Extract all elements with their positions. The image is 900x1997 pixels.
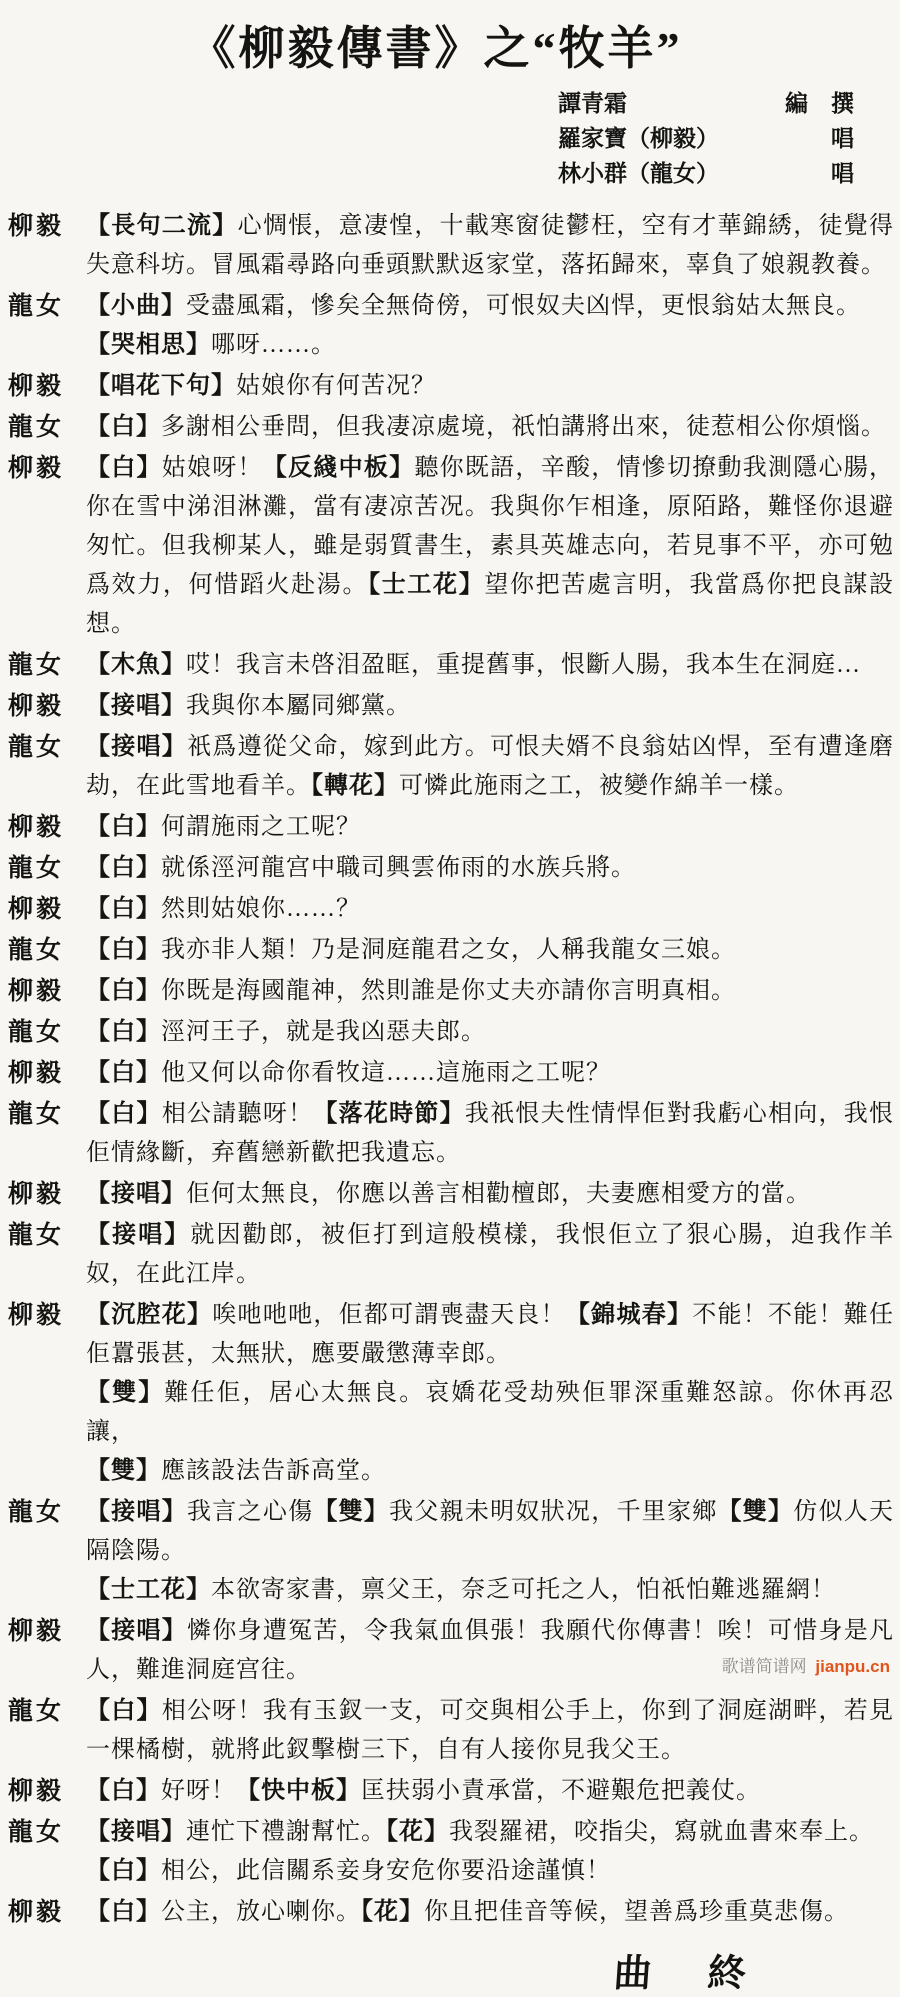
dialogue-paragraph: 【白】相公呀！我有玉釵一支，可交與相公手上，你到了洞庭湖畔，若見一棵橘樹，就將此釵擊樹三下，自有人接你見我父王。 bbox=[86, 1698, 895, 1763]
dialogue-entry bbox=[8, 1054, 894, 1093]
credit-row bbox=[558, 156, 854, 191]
dialogue-lines bbox=[86, 367, 894, 406]
dialogue-lines bbox=[86, 1893, 894, 1932]
dialogue-entry bbox=[8, 1772, 894, 1811]
dialogue-lines bbox=[86, 408, 894, 447]
credit-role: 唱 bbox=[831, 126, 854, 151]
dialogue-lines bbox=[86, 1013, 894, 1052]
dialogue-entry bbox=[8, 931, 894, 970]
dialogue-entry bbox=[8, 728, 894, 806]
speaker-label: 龍女 bbox=[8, 937, 65, 964]
dialogue-lines bbox=[86, 1493, 894, 1610]
dialogue-paragraph: 【接唱】祇爲遵從父命，嫁到此方。可恨夫婿不良翁姑凶悍，至有遭逢磨劫，在此雪地看羊。【轉花】可憐此施雨之工，被變作綿羊一樣。 bbox=[86, 734, 895, 799]
dialogue-lines bbox=[86, 287, 894, 365]
dialogue-entry bbox=[8, 207, 894, 285]
credit-role: 編 撰 bbox=[785, 91, 854, 116]
dialogue-lines bbox=[86, 207, 894, 285]
dialogue-paragraph: 【唱花下句】姑娘你有何苦况？ bbox=[86, 373, 436, 399]
dialogue-entry bbox=[8, 1692, 894, 1770]
dialogue-entry bbox=[8, 1013, 894, 1052]
dialogue-entry bbox=[8, 1095, 894, 1173]
dialogue-entry bbox=[8, 646, 894, 685]
credit-name: 羅家寶（柳毅） bbox=[558, 126, 719, 151]
dialogue-paragraph: 【哭相思】哪呀……。 bbox=[86, 332, 336, 358]
dialogue-paragraph: 【雙】難任佢，居心太無良。哀嬌花受劫殃佢罪深重難怒諒。你休再忍讓， bbox=[86, 1380, 895, 1445]
speaker-label: 龍女 bbox=[8, 1819, 65, 1846]
credit-row bbox=[558, 86, 854, 121]
speaker-label: 柳毅 bbox=[8, 1778, 65, 1805]
speaker-label: 龍女 bbox=[8, 293, 65, 320]
dialogue-lines bbox=[86, 646, 894, 685]
speaker-label: 柳毅 bbox=[8, 455, 65, 482]
speaker-label: 龍女 bbox=[8, 414, 65, 441]
dialogue-paragraph: 【白】相公，此信關系妾身安危你要沿途謹慎！ bbox=[86, 1858, 611, 1884]
dialogue-paragraph: 【接唱】我言之心傷【雙】我父親未明奴狀况，千里家鄉【雙】仿似人天隔陰陽。 bbox=[86, 1499, 895, 1564]
speaker-label: 龍女 bbox=[8, 1698, 65, 1725]
dialogue-lines bbox=[86, 890, 894, 929]
dialogue-lines bbox=[86, 449, 894, 644]
dialogue-entry bbox=[8, 449, 894, 644]
dialogue-entry bbox=[8, 1813, 894, 1891]
dialogue-paragraph: 【白】涇河王子，就是我凶惡夫郎。 bbox=[86, 1019, 486, 1045]
dialogue-paragraph: 【白】多謝相公垂問，但我凄凉處境，祇怕講將出來，徒惹相公你煩惱。 bbox=[86, 414, 886, 440]
dialogue-lines bbox=[86, 687, 894, 726]
dialogue-lines bbox=[86, 728, 894, 806]
speaker-label: 柳毅 bbox=[8, 373, 65, 400]
dialogue-paragraph: 【白】公主，放心喇你。【花】你且把佳音等候，望善爲珍重莫悲傷。 bbox=[86, 1899, 849, 1925]
dialogue-entry bbox=[8, 890, 894, 929]
speaker-label: 柳毅 bbox=[8, 213, 65, 240]
watermark bbox=[722, 1652, 890, 1677]
dialogue-lines bbox=[86, 1772, 894, 1811]
dialogue-paragraph: 【接唱】連忙下禮謝幫忙。【花】我裂羅裙，咬指尖，寫就血書來奉上。 bbox=[86, 1819, 874, 1845]
speaker-label: 柳毅 bbox=[8, 814, 65, 841]
dialogue-lines bbox=[86, 1095, 894, 1173]
dialogue-paragraph: 【木魚】哎！我言未啓泪盈眶，重提舊事，恨斷人腸，我本生在洞庭… bbox=[86, 652, 861, 678]
credit-row bbox=[558, 121, 854, 156]
dialogue-paragraph: 【沉腔花】唉吔吔吔，佢都可謂喪盡天良！【錦城春】不能！不能！難任佢囂張甚，太無狀，應要嚴懲薄幸郎。 bbox=[86, 1302, 895, 1367]
speaker-label: 龍女 bbox=[8, 855, 65, 882]
dialogue-lines bbox=[86, 1813, 894, 1891]
dialogue-paragraph: 【白】姑娘呀！【反綫中板】聽你既語，辛酸，情慘切撩動我測隱心腸，你在雪中涕泪淋灘，當有凄凉苦况。我與你乍相逢，原陌路，難怪你退避匆忙。但我柳某人，雖是弱質書生，素具英雄志向，若見事不平，亦可勉爲效力，何惜蹈火赴湯。【士工花】望你把苦處言明，我當爲你把良謀設想。 bbox=[86, 455, 895, 637]
speaker-label: 柳毅 bbox=[8, 1060, 65, 1087]
dialogue-entry bbox=[8, 367, 894, 406]
dialogue-paragraph: 【白】然則姑娘你……？ bbox=[86, 896, 361, 922]
dialogue-paragraph: 【士工花】本欲寄家書，禀父王，奈乏可托之人，怕祇怕難逃羅網！ bbox=[86, 1577, 836, 1603]
watermark-domain: jianpu.cn bbox=[815, 1657, 890, 1676]
dialogue-paragraph: 【小曲】受盡風霜，慘矣全無倚傍，可恨奴夫凶悍，更恨翁姑太無良。 bbox=[86, 293, 861, 319]
end-mark: 曲終 bbox=[612, 1953, 804, 1995]
speaker-label: 柳毅 bbox=[8, 1302, 65, 1329]
credit-role: 唱 bbox=[831, 161, 854, 186]
speaker-label: 柳毅 bbox=[8, 896, 65, 923]
dialogue-entry bbox=[8, 408, 894, 447]
dialogue-lines bbox=[86, 1054, 894, 1093]
speaker-label: 龍女 bbox=[8, 1499, 65, 1526]
dialogue-paragraph: 【白】好呀！【快中板】匡扶弱小責承當，不避艱危把義仗。 bbox=[86, 1778, 761, 1804]
speaker-label: 龍女 bbox=[8, 734, 65, 761]
dialogue-paragraph: 【接唱】我與你本屬同鄉黨。 bbox=[86, 693, 411, 719]
dialogue-paragraph: 【白】他又何以命你看牧這……這施雨之工呢？ bbox=[86, 1060, 611, 1086]
speaker-label: 柳毅 bbox=[8, 1899, 65, 1926]
dialogue-lines bbox=[86, 1175, 894, 1214]
dialogue-paragraph: 【接唱】佢何太無良，你應以善言相勸檀郎，夫妻應相愛方的當。 bbox=[86, 1181, 811, 1207]
dialogue-paragraph: 【雙】應該設法告訴高堂。 bbox=[86, 1458, 386, 1484]
credits-block bbox=[558, 86, 854, 191]
dialogue-entry bbox=[8, 1175, 894, 1214]
dialogue-entry bbox=[8, 1893, 894, 1932]
dialogue-paragraph: 【白】相公請聽呀！【落花時節】我祇恨夫性情悍佢對我虧心相向，我恨佢情緣斷，弃舊戀新歡把我遺忘。 bbox=[86, 1101, 895, 1166]
dialogue-paragraph: 【白】你既是海國龍神，然則誰是你丈夫亦請你言明真相。 bbox=[86, 978, 736, 1004]
dialogue-entry bbox=[8, 687, 894, 726]
dialogue-entry bbox=[8, 1216, 894, 1294]
watermark-site-name: 歌谱简谱网 bbox=[721, 1657, 807, 1676]
dialogue-lines bbox=[86, 1612, 894, 1690]
credit-name: 林小群（龍女） bbox=[558, 161, 719, 186]
speaker-label: 柳毅 bbox=[8, 1181, 65, 1208]
dialogue-lines bbox=[86, 1692, 894, 1770]
dialogue-entry bbox=[8, 808, 894, 847]
dialogue-paragraph: 【白】我亦非人類！乃是洞庭龍君之女，人稱我龍女三娘。 bbox=[86, 937, 736, 963]
dialogue-paragraph: 【長句二流】心惆悵，意凄惶，十載寒窗徒鬱枉，空有才華錦綉，徒覺得失意科坊。冒風霜尋路向垂頭默默返家堂，落拓歸來，辜負了娘親教養。 bbox=[86, 213, 895, 278]
dialogue-entry bbox=[8, 849, 894, 888]
credit-name: 譚青霜 bbox=[558, 91, 627, 116]
dialogue-paragraph: 【白】就係涇河龍宫中職司興雲佈雨的水族兵將。 bbox=[86, 855, 636, 881]
dialogue-lines bbox=[86, 1216, 894, 1294]
dialogue-entry bbox=[8, 1296, 894, 1491]
speaker-label: 龍女 bbox=[8, 1101, 65, 1128]
dialogue-entry bbox=[8, 1493, 894, 1610]
speaker-label: 柳毅 bbox=[8, 978, 65, 1005]
dialogue-lines bbox=[86, 931, 894, 970]
page-title: 《柳毅傳書》之“牧羊” bbox=[189, 23, 683, 74]
speaker-label: 龍女 bbox=[8, 652, 65, 679]
speaker-label: 柳毅 bbox=[8, 693, 65, 720]
speaker-label: 龍女 bbox=[8, 1019, 65, 1046]
dialogue-lines bbox=[86, 808, 894, 847]
dialogue-paragraph: 【接唱】就因勸郎，被佢打到這般模樣，我恨佢立了狠心腸，迫我作羊奴，在此江岸。 bbox=[86, 1222, 895, 1287]
dialogue-entry bbox=[8, 1612, 894, 1690]
dialogue-paragraph: 【白】何謂施雨之工呢？ bbox=[86, 814, 361, 840]
dialogue-entry bbox=[8, 972, 894, 1011]
dialogue-lines bbox=[86, 972, 894, 1011]
speaker-label: 龍女 bbox=[8, 1222, 65, 1249]
dialogue-lines bbox=[86, 1296, 894, 1491]
dialogue-entry bbox=[8, 287, 894, 365]
dialogue-paragraph: 【接唱】憐你身遭冤苦，令我氣血俱張！我願代你傳書！唉！可惜身是凡人，難進洞庭宫往。 bbox=[86, 1618, 895, 1683]
speaker-label: 柳毅 bbox=[8, 1618, 65, 1645]
dialogue-lines bbox=[86, 849, 894, 888]
